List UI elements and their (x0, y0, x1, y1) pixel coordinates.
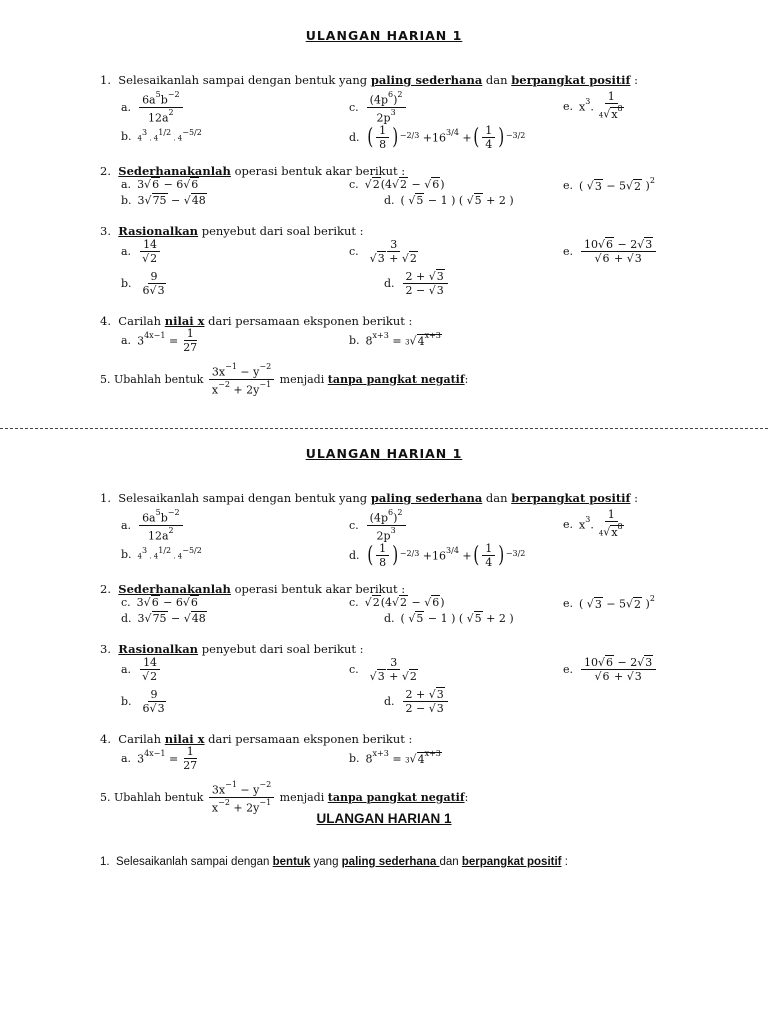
question-5: 5. Ubahlah bentuk $\frac{3x^{-1} - y^{-2}}{x^{-2} + 2y^{-1}}$ menjadi tanpa pangkat negatif : (100, 362, 469, 397)
q1-item-a: a. $\frac{6a^5b^{-2}}{12a^2}$ (121, 508, 185, 542)
question-2: 2. Sederhanakanlah operasi bentuk akar berikut : (100, 582, 406, 596)
q1-item-e: e. $x^3$. $\frac{1}{4√x^8}$ (563, 90, 623, 121)
question-4: 4. Carilah nilai x dari persamaan eksponen berikut : (100, 732, 413, 746)
q2-item-d: d. ( √5 − 1 ) ( √5 + 2 ) (384, 612, 514, 625)
q4-item-a: a. $3^{4x-1}$ = $\frac{1}{27}$ (121, 327, 198, 354)
q3-item-d: d. $\frac{2 + √3}{2 - √3}$ (384, 688, 450, 715)
question-1: 1. Selesaikanlah sampai dengan bentuk yang paling sederhana dan berpangkat positif : (100, 73, 638, 87)
q1-item-c: c. $\frac{(4p^6)^2}{2p^3}$ (349, 508, 408, 542)
q3-item-c: c. $\frac{3}{√3 + √2}$ (349, 656, 417, 683)
q2-item-e: e. ( √3 − 5√2 )$^2$ (563, 176, 655, 193)
q1-item-a: a. $\frac{6a^5b^{-2}}{12a^2}$ (121, 90, 185, 124)
q4-item-a: a. $3^{4x-1}$ = $\frac{1}{27}$ (121, 745, 198, 772)
q2-item-c: c. √2(4√2 − √6) (349, 178, 445, 191)
q3-item-a: a. $\frac{14}{√2}$ (121, 656, 163, 683)
q3-item-c: c. $\frac{3}{√3 + √2}$ (349, 238, 417, 265)
q3-item-b: b. $\frac{9}{6√3}$ (121, 688, 165, 715)
q1-item-c: c. $\frac{(4p^6)^2}{2p^3}$ (349, 90, 408, 124)
q4-item-b: b. $8^{x+3} = 3√4^{x+3}$ (349, 331, 441, 348)
question-5: 5. Ubahlah bentuk $\frac{3x^{-1} - y^{-2}}{x^{-2} + 2y^{-1}}$ menjadi tanpa pangkat negatif : (100, 780, 469, 815)
page-title: ULANGAN HARIAN 1 (305, 446, 463, 461)
q1-item-d: d. ( $\frac{1}{8}$ ) −2/3 $+16^{3/4}$ + ( $\frac{1}{4}$ ) −3/2 (349, 542, 526, 569)
q3-item-b: b. $\frac{9}{6√3}$ (121, 270, 165, 297)
q1-item-b: b. 43 . 41/2 . 4−5/2 (121, 546, 202, 561)
q1-item-e: e. $x^3$. $\frac{1}{4√x^8}$ (563, 508, 623, 539)
question-1-alt: 1. Selesaikanlah sampai dengan bentuk yang paling sederhana dan berpangkat positif : (100, 856, 568, 868)
q2-item-c: c. √2(4√2 − √6) (349, 596, 445, 609)
page-title: ULANGAN HARIAN 1 (305, 28, 463, 43)
question-1: 1. Selesaikanlah sampai dengan bentuk yang paling sederhana dan berpangkat positif : (100, 491, 638, 505)
question-4: 4. Carilah nilai x dari persamaan eksponen berikut : (100, 314, 413, 328)
q2-item-d: d. ( √5 − 1 ) ( √5 + 2 ) (384, 194, 514, 207)
page-title-3: ULANGAN HARIAN 1 (316, 811, 452, 826)
q3-item-e: e. $\frac{10√6 - 2√3}{√6 + √3}$ (563, 238, 658, 265)
q3-item-a: a. $\frac{14}{√2}$ (121, 238, 163, 265)
q4-item-b: b. $8^{x+3} = 3√4^{x+3}$ (349, 749, 441, 766)
q2-item-e: e. ( √3 − 5√2 )$^2$ (563, 594, 655, 611)
q2-item-a: c. 3√6 − 6√6 (121, 596, 198, 609)
q3-item-d: d. $\frac{2 + √3}{2 - √3}$ (384, 270, 450, 297)
question-2: 2. Sederhanakanlah operasi bentuk akar berikut : (100, 164, 406, 178)
cut-line-divider (0, 428, 768, 429)
q2-item-b: d. 3√75 − √48 (121, 612, 206, 625)
q3-item-e: e. $\frac{10√6 - 2√3}{√6 + √3}$ (563, 656, 658, 683)
q1-item-b: b. 43 . 41/2 . 4−5/2 (121, 128, 202, 143)
q2-item-b: b. 3√75 − √48 (121, 194, 206, 207)
question-3: 3. Rasionalkan penyebut dari soal berikut : (100, 224, 364, 238)
question-3: 3. Rasionalkan penyebut dari soal berikut : (100, 642, 364, 656)
q2-item-a: a. 3√6 − 6√6 (121, 178, 199, 191)
q1-item-d: d. ( $\frac{1}{8}$ ) −2/3 $+16^{3/4}$ + ( $\frac{1}{4}$ ) −3/2 (349, 124, 526, 151)
